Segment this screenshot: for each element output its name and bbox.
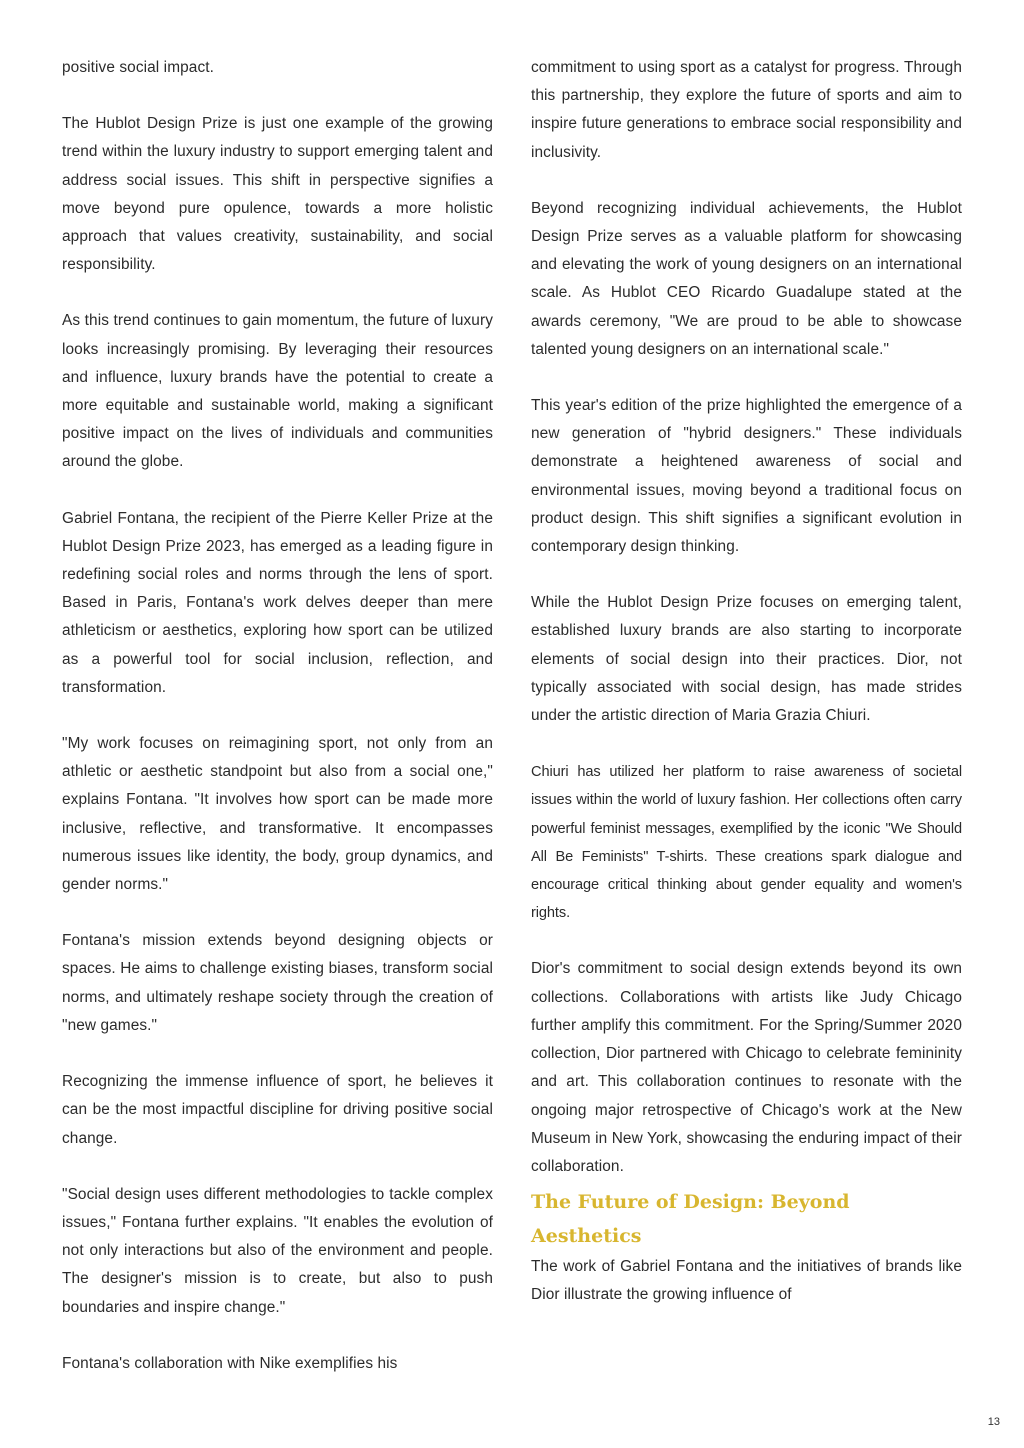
body-paragraph: This year's edition of the prize highlighted the emergence of a new generation of "hybrid designers." These individuals demonstrate a heightened awareness of social and environmental issues, moving beyond a traditional focus on product design. This shift signifies a significant evolution in contemporary design thinking. <box>531 397 962 556</box>
body-paragraph: The Hublot Design Prize is just one example of the growing trend within the luxury industry to support emerging talent and address social issues. This shift in perspective signifies a move beyond pure opulence, towards a more holistic approach that values creativity, sustainability, and social responsibility. <box>62 115 493 274</box>
body-paragraph: Fontana's mission extends beyond designing objects or spaces. He aims to challenge existing biases, transform social norms, and ultimately reshape society through the creation of "new games." <box>62 932 493 1034</box>
body-paragraph: positive social impact. <box>62 59 214 76</box>
body-paragraph: commitment to using sport as a catalyst for progress. Through this partnership, they explore the future of sports and aim to inspire future generations to embrace social responsibility and inclusivity. <box>531 59 962 161</box>
body-paragraph: Recognizing the immense influence of sport, he believes it can be the most impactful discipline for driving positive social change. <box>62 1073 493 1147</box>
left-column <box>62 54 493 1378</box>
body-paragraph: Beyond recognizing individual achievements, the Hublot Design Prize serves as a valuable platform for showcasing and elevating the work of young designers on an international scale. As Hublot CEO Ricardo Guadalupe stated at the awards ceremony, "We are proud to be able to showcase talented young designers on an international scale." <box>531 199 962 358</box>
body-paragraph: The work of Gabriel Fontana and the initiatives of brands like Dior illustrate the growing influence of <box>531 1258 962 1304</box>
body-paragraph: "Social design uses different methodologies to tackle complex issues," Fontana further explains. "It enables the evolution of not only interactions but also of the environment and people. The designer's mission is to create, but also to push boundaries and inspire change." <box>62 1185 493 1316</box>
page-number: 13 <box>987 1416 1000 1428</box>
body-paragraph: Gabriel Fontana, the recipient of the Pierre Keller Prize at the Hublot Design Prize 2023, has emerged as a leading figure in redefining social roles and norms through the lens of sport. Based in Paris, Fontana's work delves deeper than mere athleticism or aesthetics, exploring how sport can be utilized as a powerful tool for social inclusion, reflection, and transformation. <box>62 509 493 696</box>
right-column <box>531 54 962 1310</box>
body-paragraph: Chiuri has utilized her platform to raise awareness of societal issues within the world of luxury fashion. Her collections often carry powerful feminist messages, exemplified by the iconic "We Should All Be Feminists" T-shirts. These creations spark dialogue and encourage critical thinking about gender equality and women's rights. <box>531 764 962 922</box>
body-paragraph: As this trend continues to gain momentum, the future of luxury looks increasingly promising. By leveraging their resources and influence, luxury brands have the potential to create a more equitable and sustainable world, making a significant positive impact on the lives of individuals and communities around the globe. <box>62 312 493 471</box>
body-paragraph: While the Hublot Design Prize focuses on emerging talent, established luxury brands are also starting to incorporate elements of social design into their practices. Dior, not typically associated with social design, has made strides under the artistic direction of Maria Grazia Chiuri. <box>531 594 962 725</box>
body-paragraph: "My work focuses on reimagining sport, not only from an athletic or aesthetic standpoint but also from a social one," explains Fontana. "It involves how sport can be made more inclusive, reflective, and transformative. It encompasses numerous issues like identity, the body, group dynamics, and gender norms." <box>62 735 493 894</box>
body-paragraph: Fontana's collaboration with Nike exemplifies his <box>62 1354 398 1372</box>
section-heading: The Future of Design: Beyond Aesthetics <box>531 1191 850 1248</box>
body-paragraph: Dior's commitment to social design extends beyond its own collections. Collaborations with artists like Judy Chicago further amplify this commitment. For the Spring/Summer 2020 collection, Dior partnered with Chicago to celebrate femininity and art. This collaboration continues to resonate with the ongoing major retrospective of Chicago's work at the New Museum in New York, showcasing the enduring impact of their collaboration. <box>531 960 962 1175</box>
